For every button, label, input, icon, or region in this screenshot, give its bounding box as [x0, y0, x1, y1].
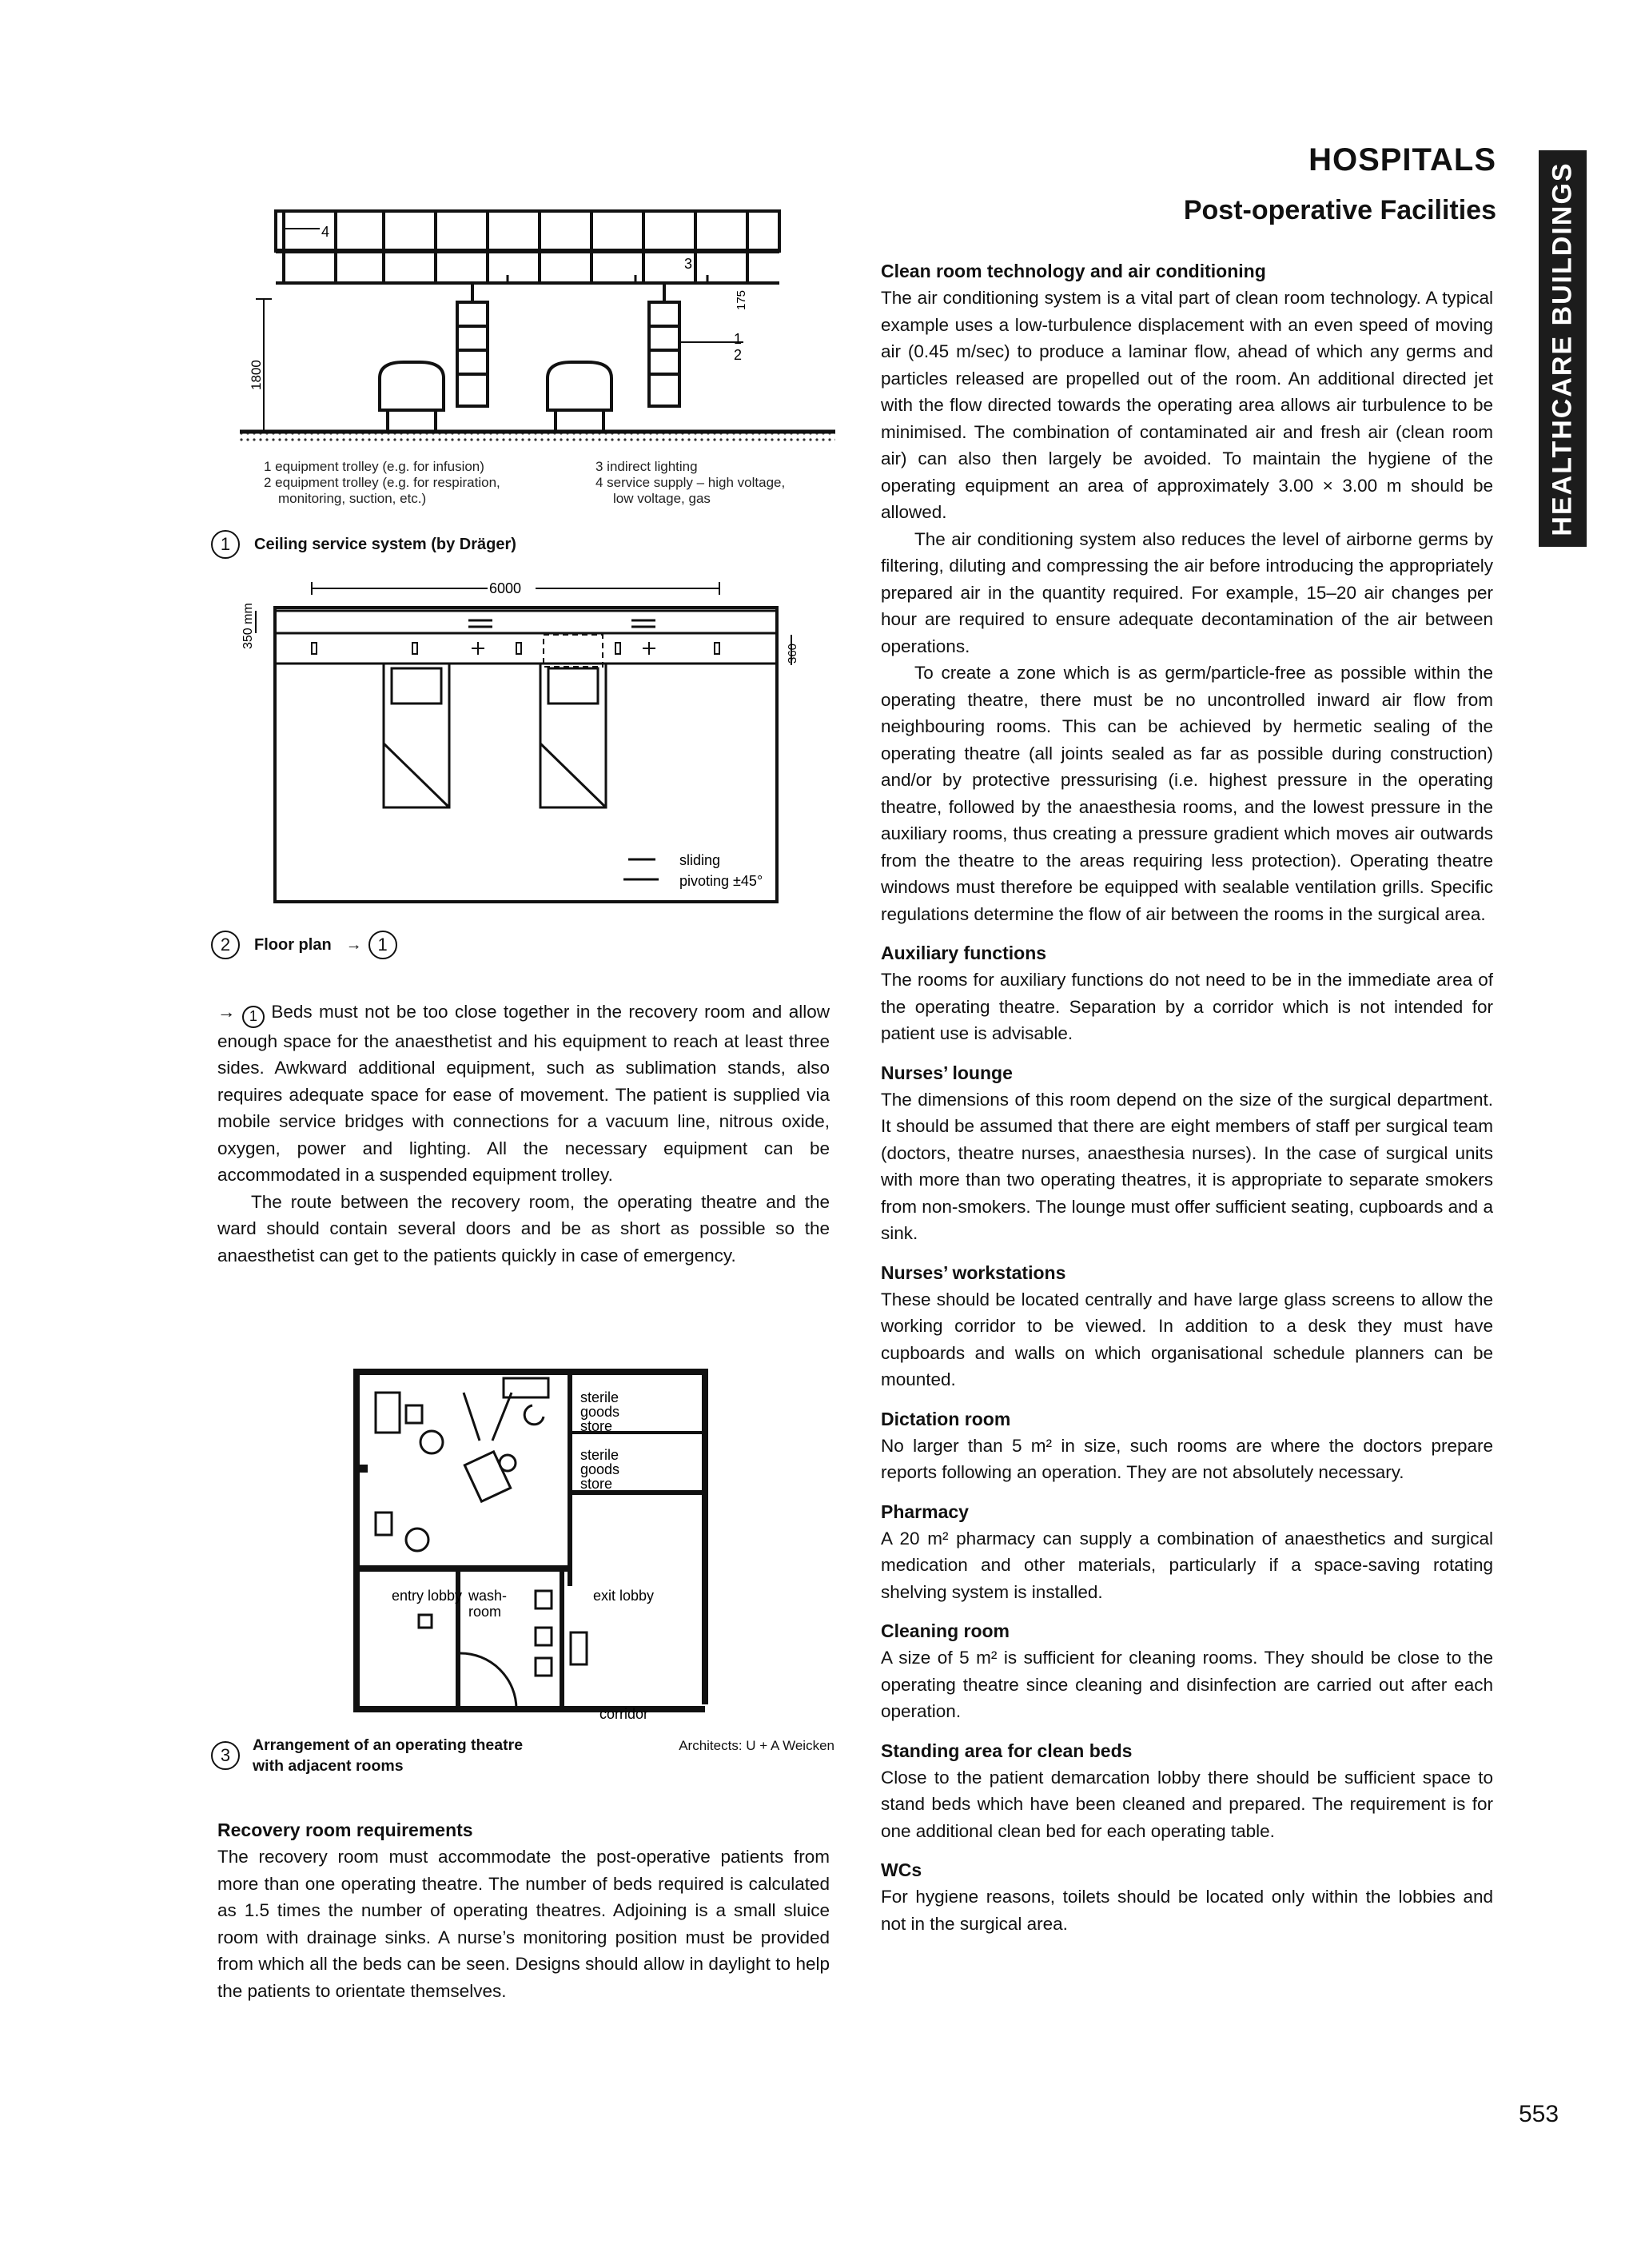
figure-3-credit: Architects: U + A Weicken [679, 1738, 834, 1753]
heading-wcs: WCs [881, 1859, 922, 1880]
heading-nurses-lounge: Nurses’ lounge [881, 1062, 1013, 1083]
legend-item-1: 1 equipment trolley (e.g. for infusion) [264, 459, 484, 474]
heading-dictation: Dictation room [881, 1408, 1011, 1429]
heading-clean-room: Clean room technology and air conditioning [881, 261, 1266, 281]
section-tab [1539, 150, 1587, 547]
heading-nurses-workstations: Nurses’ workstations [881, 1262, 1066, 1283]
ref-arrow: → [217, 1002, 236, 1022]
section-wcs [881, 1857, 1493, 1937]
paragraph-nurses-lounge: The dimensions of this room depend on the size of the surgical department. It should be assumed that there are eight members of staff per surgical team (doctors, theatre nurses, anaesthesia nurses). In the case of surgical units with more than two operating theatres, it is appropriate to separate smokers from non-smokers. The lounge must offer sufficient seating, cupboards and a sink. [881, 1089, 1493, 1243]
figure-2-ref-arrow: → [345, 935, 362, 954]
paragraph-beds: Beds must not be too close together in the recovery room and allow enough space for the anaesthetist and his equipment to reach at least three sides. Awkward additional equipment, such as sublimation stands, also requires adequate space for ease of movement. The patient is supplied via mobile service bridges with connections for a vacuum line, nitrous oxide, oxygen, power and lighting. All the necessary equipment can be accommodated in a suspended equipment trolley. [217, 1002, 830, 1186]
paragraph-wcs: For hygiene reasons, toilets should be located only within the lobbies and not in the surgical area. [881, 1887, 1493, 1934]
section-auxiliary [881, 940, 1493, 1047]
paragraph-clean-1: The air conditioning system is a vital part of clean room technology. A typical example uses a low-turbulence displacement with an even speed of moving air (0.45 m/sec) to produce a laminar flow, ahead of which any germs and particles released are propelled out of the room. An additional directed jet with the flow directed towards the operating area allows air turbulence to be minimised. The combination of contaminated air and fresh air (clean room air) can also then largely be avoided. To maintain the hygiene of the operating equipment an area of approximately 3.00 × 3.00 m should be allowed. [881, 288, 1493, 522]
paragraph-clean-2: The air conditioning system also reduces the level of airborne germs by filtering, diluting and compressing the air before introducing the appropriately prepared air in the quantity required. For example, 15–20 air changes per hour are required to ensure adequate decontamination of the air between operations. [881, 528, 1493, 656]
paragraph-route: The route between the recovery room, the operating theatre and the ward should contain several doors and be as short as possible so the anaesthetist can get to the patients quickly in case of emergency. [217, 1191, 830, 1266]
figure-3-operating-theatre-plan [344, 1361, 727, 1728]
paragraph-recovery-room: The recovery room must accommodate the post-operative patients from more than one operating theatre. The number of beds required is calculated as 1.5 times the number of operating theatres. Adjoining is a small sluice room with drainage sinks. A nurse’s monitoring position must be provided from which all the beds can be seen. Designs should allow in daylight to help the patients to orientate themselves. [217, 1847, 830, 2001]
legend-item-2: 2 equipment trolley (e.g. for respiration, [264, 475, 500, 490]
left-text-intro [217, 998, 830, 1269]
figure-1-number: 1 [211, 530, 240, 559]
paragraph-auxiliary: The rooms for auxiliary functions do not need to be in the immediate area of the operating theatre. Separation by a corridor which is not intended for patient use is advisable. [881, 970, 1493, 1043]
legend-item-2-cont: monitoring, suction, etc.) [278, 491, 427, 506]
section-cleaning-room [881, 1618, 1493, 1725]
heading-pharmacy: Pharmacy [881, 1501, 969, 1522]
figure-1-caption-text: Ceiling service system (by Dräger) [254, 535, 516, 553]
figure-2-caption [211, 931, 397, 959]
room-exit-lobby: exit lobby [593, 1588, 655, 1604]
section-tab-label: HEALTHCARE BUILDINGS [1547, 161, 1578, 536]
heading-auxiliary: Auxiliary functions [881, 943, 1047, 963]
room-sterile-2-l2: goods [580, 1461, 620, 1477]
paragraph-clean-3: To create a zone which is as germ/particle-free as possible within the operating theatre, there must be no uncontrolled inward air flow from neighbouring rooms. This can be achieved by hermetic sealing of the operating theatre (all joints sealed as far as possible during construction) and/or by protective pressurising (i.e. highest pressure in the operating theatre, followed by the anaesthesia rooms, and the lowest pressure in the auxiliary rooms, thus creating a pressure gradient which moves air outwards from the theatre to the areas requiring less protection). Operating theatre windows must therefore be equipped with sealable ventilation grills. Specific regulations determine the flow of air between the rooms in the surgical area. [881, 663, 1493, 924]
room-sterile-1-l2: goods [580, 1404, 620, 1420]
page-title: HOSPITALS [1308, 142, 1496, 177]
paragraph-standing-area: Close to the patient demarcation lobby there should be sufficient space to stand beds which have been cleaned and prepared. The requirement is for one additional clean bed for each operating table. [881, 1767, 1493, 1841]
legend-pivoting: pivoting ±45° [679, 873, 763, 889]
page-subtitle: Post-operative Facilities [1183, 195, 1496, 225]
figure-2-floor-plan [232, 576, 839, 911]
room-sterile-2-l3: store [580, 1476, 613, 1492]
legend-sliding: sliding [679, 852, 721, 868]
paragraph-pharmacy: A 20 m² pharmacy can supply a combination of anaesthetics and surgical medication and other materials, particularly if a space-saving rotating shelving system is installed. [881, 1528, 1493, 1602]
dimension-6000: 6000 [489, 580, 522, 596]
room-sterile-1-l1: sterile [580, 1389, 619, 1405]
room-sterile-2-l1: sterile [580, 1447, 619, 1463]
page-number: 553 [1519, 2101, 1559, 2127]
figure-3-caption-line1: Arrangement of an operating theatre [253, 1736, 524, 1754]
heading-cleaning-room: Cleaning room [881, 1620, 1010, 1641]
label-2: 2 [734, 347, 743, 363]
figure-3-number: 3 [211, 1741, 240, 1770]
dimension-175: 175 [735, 289, 748, 310]
legend-item-3: 3 indirect lighting [595, 459, 698, 474]
legend-item-4: 4 service supply – high voltage, [595, 475, 786, 490]
section-clean-room [881, 258, 1493, 927]
section-pharmacy [881, 1499, 1493, 1606]
dimension-350mm: 350 mm [241, 603, 255, 649]
heading-recovery-room: Recovery room requirements [217, 1820, 473, 1840]
room-corridor: corridor [599, 1706, 649, 1722]
dimension-360: 360 [786, 643, 799, 664]
label-4: 4 [321, 224, 330, 240]
figure-3-caption [211, 1735, 834, 1776]
figure-1-legend-left [264, 459, 584, 507]
paragraph-dictation: No larger than 5 m² in size, such rooms are where the doctors prepare reports following an operation. They are not absolutely necessary. [881, 1435, 1493, 1482]
room-washroom-l2: room [468, 1604, 502, 1620]
paragraph-nurses-workstations: These should be located centrally and have large glass screens to allow the working corridor to be viewed. In addition to a desk they must have cupboards and walls on which organisational schedule planners can be mounted. [881, 1289, 1493, 1389]
left-text-recovery [217, 1817, 830, 2004]
figure-1-caption [211, 530, 516, 559]
section-nurses-lounge [881, 1060, 1493, 1247]
right-text-column [881, 258, 1493, 1950]
room-sterile-1-l3: store [580, 1418, 613, 1434]
section-dictation [881, 1406, 1493, 1486]
section-nurses-workstations [881, 1260, 1493, 1393]
dimension-1800: 1800 [249, 360, 264, 390]
heading-standing-area: Standing area for clean beds [881, 1740, 1133, 1761]
paragraph-cleaning-room: A size of 5 m² is sufficient for cleaning rooms. They should be close to the operating theatre since cleaning and disinfection are carried out after each operation. [881, 1648, 1493, 1721]
figure-1-legend-right [595, 459, 835, 507]
ref-figure-number: 1 [242, 1006, 265, 1028]
figure-2-ref-number: 1 [368, 931, 397, 959]
label-1: 1 [734, 331, 743, 347]
legend-item-4-cont: low voltage, gas [613, 491, 711, 506]
label-3: 3 [684, 256, 693, 272]
figure-2-caption-text: Floor plan [254, 935, 332, 954]
figure-2-number: 2 [211, 931, 240, 959]
figure-3-caption-line2: with adjacent rooms [253, 1757, 404, 1775]
section-standing-area [881, 1738, 1493, 1845]
room-entry-lobby: entry lobby [392, 1588, 463, 1604]
room-washroom-l1: wash- [468, 1588, 508, 1604]
figure-1-elevation [232, 206, 839, 456]
